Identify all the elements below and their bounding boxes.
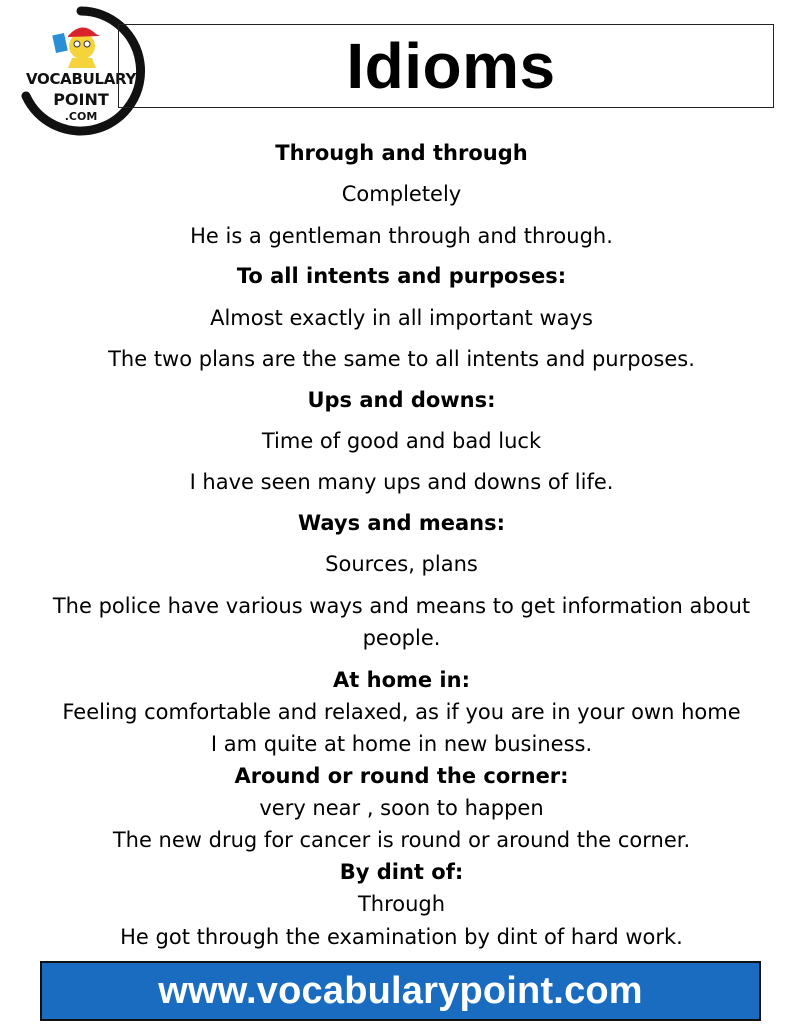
idiom-meaning: Almost exactly in all important ways — [210, 306, 593, 330]
idiom-meaning: very near , soon to happen — [259, 796, 544, 820]
idiom-term: Ups and downs: — [307, 388, 496, 412]
idiom-term: Through and through — [275, 141, 528, 165]
idiom-meaning: Feeling comfortable and relaxed, as if you are in your own home — [62, 700, 741, 724]
idiom-meaning: Through — [357, 892, 446, 916]
idiom-term: Ways and means: — [297, 511, 506, 535]
idiom-example: He got through the examination by dint of hard work. — [120, 925, 683, 949]
idiom-meaning: Sources, plans — [325, 552, 478, 576]
footer-banner — [40, 961, 761, 1021]
idiom-term: Around or round the corner: — [234, 764, 569, 788]
idiom-example: I am quite at home in new business. — [210, 732, 593, 756]
idiom-example: The new drug for cancer is round or around the corner. — [112, 828, 691, 852]
idiom-term: At home in: — [333, 668, 470, 692]
idiom-example: The two plans are the same to all intents and purposes. — [108, 347, 695, 371]
title-box — [118, 24, 774, 108]
logo-wordmark-line2: POINT — [53, 90, 109, 109]
logo-wordmark-line3: .COM — [64, 110, 98, 123]
idiom-example: He is a gentleman through and through. — [190, 224, 613, 248]
idiom-meaning: Time of good and bad luck — [261, 429, 542, 453]
idiom-meaning: Completely — [341, 182, 462, 206]
logo-wordmark-line1: VOCABULARY — [25, 70, 137, 88]
website-url-link[interactable]: www.vocabularypoint.com — [158, 969, 643, 1012]
page-title: Idioms — [346, 30, 556, 102]
idiom-term: By dint of: — [339, 860, 464, 884]
idiom-term: To all intents and purposes: — [236, 264, 567, 288]
idiom-example: The police have various ways and means to get information about people. — [52, 594, 751, 650]
idiom-example: I have seen many ups and downs of life. — [189, 470, 614, 494]
